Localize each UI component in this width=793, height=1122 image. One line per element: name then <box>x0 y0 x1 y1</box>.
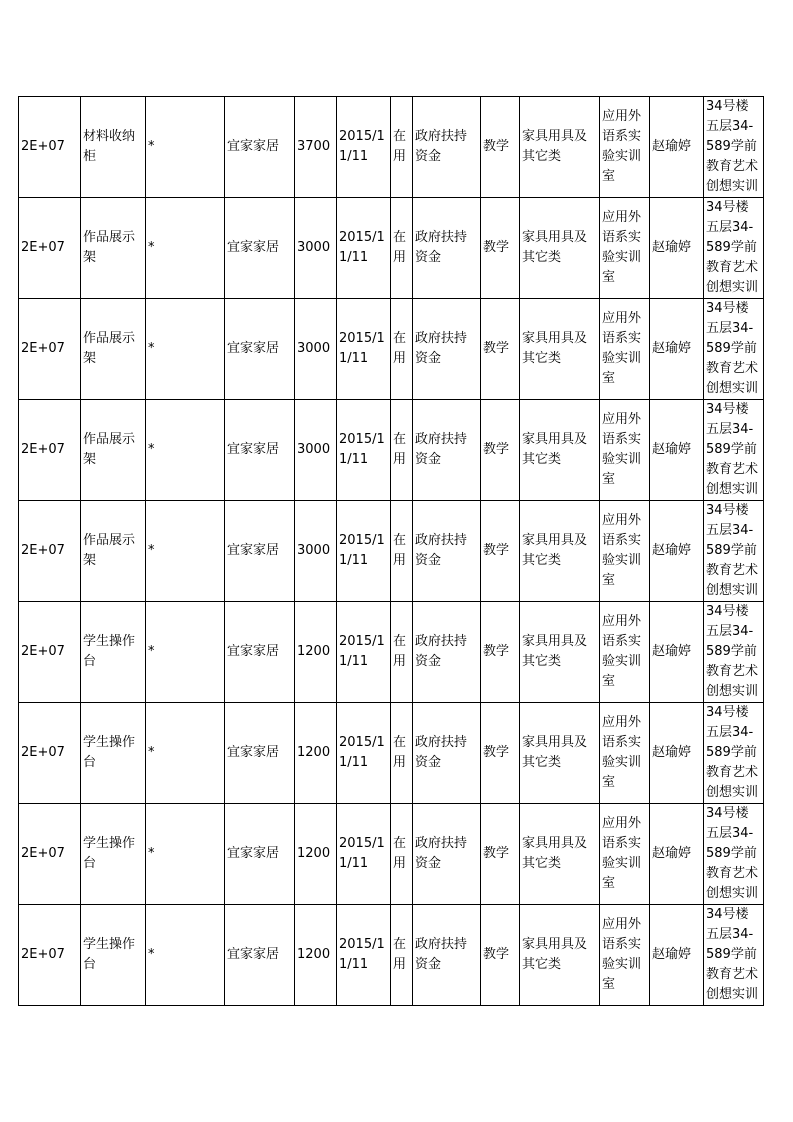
keeper-cell: 赵瑜婷 <box>650 97 704 198</box>
fund-source-cell: 政府扶持资金 <box>413 299 481 400</box>
purchase-date-cell: 2015/11/11 <box>337 905 391 1006</box>
asset-name-cell: 作品展示架 <box>81 299 146 400</box>
category-cell: 家具用具及其它类 <box>520 905 600 1006</box>
usage-cell: 教学 <box>481 703 520 804</box>
asset-name-cell: 学生操作台 <box>81 703 146 804</box>
asset-id-cell: 2E+07 <box>19 602 81 703</box>
spec-cell: * <box>146 400 225 501</box>
fund-source-cell: 政府扶持资金 <box>413 905 481 1006</box>
status-cell: 在用 <box>391 400 413 501</box>
price-cell: 1200 <box>295 804 337 905</box>
usage-cell: 教学 <box>481 400 520 501</box>
department-cell: 应用外语系实验实训室 <box>600 97 650 198</box>
asset-id-cell: 2E+07 <box>19 501 81 602</box>
fund-source-cell: 政府扶持资金 <box>413 804 481 905</box>
keeper-cell: 赵瑜婷 <box>650 299 704 400</box>
category-cell: 家具用具及其它类 <box>520 703 600 804</box>
asset-id-cell: 2E+07 <box>19 299 81 400</box>
asset-name-cell: 作品展示架 <box>81 198 146 299</box>
department-cell: 应用外语系实验实训室 <box>600 905 650 1006</box>
usage-cell: 教学 <box>481 198 520 299</box>
fund-source-cell: 政府扶持资金 <box>413 97 481 198</box>
category-cell: 家具用具及其它类 <box>520 299 600 400</box>
asset-id-cell: 2E+07 <box>19 804 81 905</box>
category-cell: 家具用具及其它类 <box>520 400 600 501</box>
brand-cell: 宜家家居 <box>225 299 295 400</box>
table-row <box>19 804 764 905</box>
table-row <box>19 905 764 1006</box>
spec-cell: * <box>146 198 225 299</box>
asset-id-cell: 2E+07 <box>19 198 81 299</box>
table-row <box>19 299 764 400</box>
category-cell: 家具用具及其它类 <box>520 804 600 905</box>
location-cell: 34号楼五层34-589学前教育艺术创想实训 <box>704 299 764 400</box>
price-cell: 3000 <box>295 299 337 400</box>
brand-cell: 宜家家居 <box>225 905 295 1006</box>
asset-id-cell: 2E+07 <box>19 97 81 198</box>
keeper-cell: 赵瑜婷 <box>650 703 704 804</box>
department-cell: 应用外语系实验实训室 <box>600 501 650 602</box>
status-cell: 在用 <box>391 198 413 299</box>
keeper-cell: 赵瑜婷 <box>650 602 704 703</box>
brand-cell: 宜家家居 <box>225 97 295 198</box>
purchase-date-cell: 2015/11/11 <box>337 400 391 501</box>
department-cell: 应用外语系实验实训室 <box>600 400 650 501</box>
keeper-cell: 赵瑜婷 <box>650 400 704 501</box>
department-cell: 应用外语系实验实训室 <box>600 198 650 299</box>
purchase-date-cell: 2015/11/11 <box>337 299 391 400</box>
table-row <box>19 501 764 602</box>
location-cell: 34号楼五层34-589学前教育艺术创想实训 <box>704 905 764 1006</box>
price-cell: 3000 <box>295 198 337 299</box>
usage-cell: 教学 <box>481 804 520 905</box>
price-cell: 1200 <box>295 905 337 1006</box>
spec-cell: * <box>146 97 225 198</box>
status-cell: 在用 <box>391 804 413 905</box>
purchase-date-cell: 2015/11/11 <box>337 602 391 703</box>
keeper-cell: 赵瑜婷 <box>650 198 704 299</box>
category-cell: 家具用具及其它类 <box>520 198 600 299</box>
asset-table <box>18 96 764 1006</box>
purchase-date-cell: 2015/11/11 <box>337 501 391 602</box>
asset-name-cell: 作品展示架 <box>81 501 146 602</box>
asset-name-cell: 作品展示架 <box>81 400 146 501</box>
usage-cell: 教学 <box>481 905 520 1006</box>
asset-name-cell: 学生操作台 <box>81 804 146 905</box>
usage-cell: 教学 <box>481 602 520 703</box>
department-cell: 应用外语系实验实训室 <box>600 703 650 804</box>
brand-cell: 宜家家居 <box>225 602 295 703</box>
location-cell: 34号楼五层34-589学前教育艺术创想实训 <box>704 703 764 804</box>
price-cell: 3700 <box>295 97 337 198</box>
table-row <box>19 97 764 198</box>
table-row <box>19 703 764 804</box>
brand-cell: 宜家家居 <box>225 703 295 804</box>
asset-id-cell: 2E+07 <box>19 400 81 501</box>
price-cell: 1200 <box>295 602 337 703</box>
location-cell: 34号楼五层34-589学前教育艺术创想实训 <box>704 198 764 299</box>
price-cell: 3000 <box>295 400 337 501</box>
spec-cell: * <box>146 905 225 1006</box>
status-cell: 在用 <box>391 501 413 602</box>
purchase-date-cell: 2015/11/11 <box>337 703 391 804</box>
status-cell: 在用 <box>391 905 413 1006</box>
spec-cell: * <box>146 299 225 400</box>
category-cell: 家具用具及其它类 <box>520 602 600 703</box>
fund-source-cell: 政府扶持资金 <box>413 400 481 501</box>
asset-name-cell: 学生操作台 <box>81 905 146 1006</box>
keeper-cell: 赵瑜婷 <box>650 804 704 905</box>
department-cell: 应用外语系实验实训室 <box>600 602 650 703</box>
usage-cell: 教学 <box>481 501 520 602</box>
asset-id-cell: 2E+07 <box>19 703 81 804</box>
spec-cell: * <box>146 804 225 905</box>
table-body <box>19 97 764 1006</box>
status-cell: 在用 <box>391 97 413 198</box>
purchase-date-cell: 2015/11/11 <box>337 97 391 198</box>
location-cell: 34号楼五层34-589学前教育艺术创想实训 <box>704 501 764 602</box>
purchase-date-cell: 2015/11/11 <box>337 804 391 905</box>
department-cell: 应用外语系实验实训室 <box>600 299 650 400</box>
table-row <box>19 400 764 501</box>
category-cell: 家具用具及其它类 <box>520 97 600 198</box>
usage-cell: 教学 <box>481 299 520 400</box>
brand-cell: 宜家家居 <box>225 804 295 905</box>
spec-cell: * <box>146 703 225 804</box>
purchase-date-cell: 2015/11/11 <box>337 198 391 299</box>
brand-cell: 宜家家居 <box>225 400 295 501</box>
keeper-cell: 赵瑜婷 <box>650 501 704 602</box>
location-cell: 34号楼五层34-589学前教育艺术创想实训 <box>704 602 764 703</box>
table-row <box>19 602 764 703</box>
asset-name-cell: 学生操作台 <box>81 602 146 703</box>
status-cell: 在用 <box>391 602 413 703</box>
location-cell: 34号楼五层34-589学前教育艺术创想实训 <box>704 400 764 501</box>
location-cell: 34号楼五层34-589学前教育艺术创想实训 <box>704 804 764 905</box>
department-cell: 应用外语系实验实训室 <box>600 804 650 905</box>
spec-cell: * <box>146 501 225 602</box>
brand-cell: 宜家家居 <box>225 501 295 602</box>
asset-name-cell: 材料收纳柜 <box>81 97 146 198</box>
usage-cell: 教学 <box>481 97 520 198</box>
keeper-cell: 赵瑜婷 <box>650 905 704 1006</box>
brand-cell: 宜家家居 <box>225 198 295 299</box>
table-row <box>19 198 764 299</box>
category-cell: 家具用具及其它类 <box>520 501 600 602</box>
fund-source-cell: 政府扶持资金 <box>413 602 481 703</box>
fund-source-cell: 政府扶持资金 <box>413 198 481 299</box>
status-cell: 在用 <box>391 703 413 804</box>
fund-source-cell: 政府扶持资金 <box>413 501 481 602</box>
asset-id-cell: 2E+07 <box>19 905 81 1006</box>
price-cell: 1200 <box>295 703 337 804</box>
status-cell: 在用 <box>391 299 413 400</box>
location-cell: 34号楼五层34-589学前教育艺术创想实训 <box>704 97 764 198</box>
price-cell: 3000 <box>295 501 337 602</box>
spec-cell: * <box>146 602 225 703</box>
fund-source-cell: 政府扶持资金 <box>413 703 481 804</box>
